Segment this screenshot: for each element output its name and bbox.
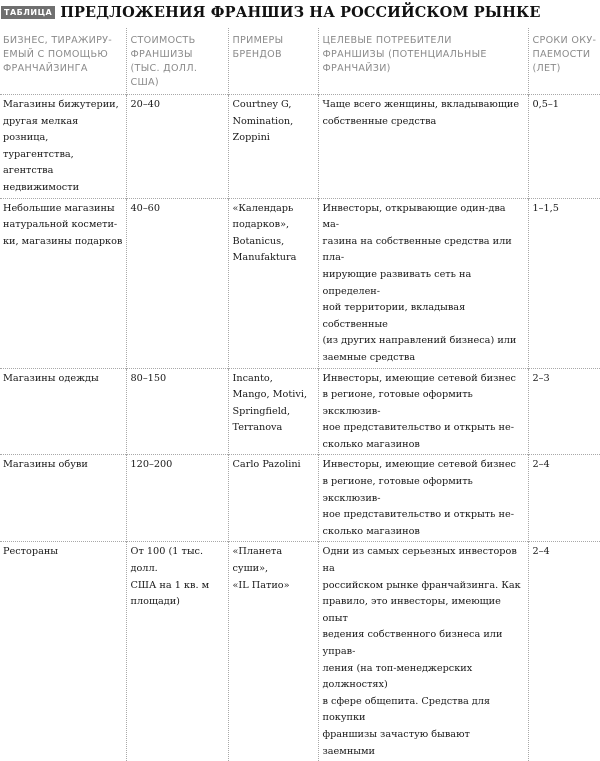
table-title: ПРЕДЛОЖЕНИЯ ФРАНШИЗ НА РОССИЙСКОМ РЫНКЕ xyxy=(60,3,541,21)
cell-business: Магазины одежды xyxy=(0,368,126,455)
table-row xyxy=(0,95,600,199)
cell-brands: Carlo Pazolini xyxy=(228,455,318,542)
franchise-table xyxy=(0,28,600,761)
cell-payback: 1–1,5 xyxy=(528,198,600,368)
column-header-payback: СРОКИ ОКУ- ПАЕМОСТИ (ЛЕТ) xyxy=(528,28,600,95)
cell-payback: 2–3 xyxy=(528,368,600,455)
cell-business: Магазины бижутерии, другая мелкая розница, турагентства, агентства недвижимости xyxy=(0,95,126,199)
table-row xyxy=(0,542,600,761)
cell-payback: 0,5–1 xyxy=(528,95,600,199)
cell-cost: 20–40 xyxy=(126,95,228,199)
cell-brands: Incanto, Mango, Motivi, Springfield, Terranova xyxy=(228,368,318,455)
cell-brands: «Календарь подарков», Botanicus, Manufaktura xyxy=(228,198,318,368)
column-header-consumers: ЦЕЛЕВЫЕ ПОТРЕБИТЕЛИ ФРАНШИЗЫ (ПОТЕНЦИАЛЬНЫЕ ФРАНЧАЙЗИ) xyxy=(318,28,528,95)
cell-payback: 2–4 xyxy=(528,542,600,761)
cell-consumers: Чаще всего женщины, вкладывающие собственные средства xyxy=(318,95,528,199)
column-header-business: БИЗНЕС, ТИРАЖИРУ- ЕМЫЙ С ПОМОЩЬЮ ФРАНЧАЙЗИНГА xyxy=(3,35,113,74)
cell-business: Небольшие магазины натуральной космети- ки, магазины подарков xyxy=(0,198,126,368)
table-badge: ТАБЛИЦА xyxy=(1,6,55,19)
column-header-brands: ПРИМЕРЫ БРЕНДОВ xyxy=(228,28,318,95)
cell-brands: «Планета суши», «IL Патио» xyxy=(228,542,318,761)
cell-cost: От 100 (1 тыс. долл. США на 1 кв. м площади) xyxy=(126,542,228,761)
cell-consumers: Инвесторы, открывающие один-два ма- газина на собственные средства или пла- нирующие развивать сеть на определен- ной территории, вкладывая собственные (из других направлений бизнеса) или заемные средства xyxy=(318,198,528,368)
cell-consumers: Инвесторы, имеющие сетевой бизнес в регионе, готовые оформить эксклюзив- ное представительство и открыть не- сколько магазинов xyxy=(318,455,528,542)
cell-cost: 80–150 xyxy=(126,368,228,455)
cell-consumers: Инвесторы, имеющие сетевой бизнес в регионе, готовые оформить эксклюзив- ное представительство и открыть не- сколько магазинов xyxy=(318,368,528,455)
cell-payback: 2–4 xyxy=(528,455,600,542)
table-row xyxy=(0,368,600,455)
table-header-row xyxy=(0,28,600,95)
cell-cost: 40–60 xyxy=(126,198,228,368)
cell-brands: Courtney G, Nomination, Zoppini xyxy=(228,95,318,199)
cell-cost: 120–200 xyxy=(126,455,228,542)
cell-business: Магазины обуви xyxy=(0,455,126,542)
cell-consumers: Одни из самых серьезных инвесторов на российском рынке франчайзинга. Как правило, это инвесторы, имеющие опыт ведения собственного бизнеса или управ- ления (на топ-менеджерских должностях) в сфере общепита. Средства для покупки франшизы зачастую бывают заемными xyxy=(318,542,528,761)
column-header-cost: СТОИМОСТЬ ФРАНШИЗЫ (ТЫС. ДОЛЛ. США) xyxy=(126,28,228,95)
table-caption xyxy=(0,0,600,24)
cell-business: Рестораны xyxy=(0,542,126,761)
table-row xyxy=(0,455,600,542)
table-row xyxy=(0,198,600,368)
